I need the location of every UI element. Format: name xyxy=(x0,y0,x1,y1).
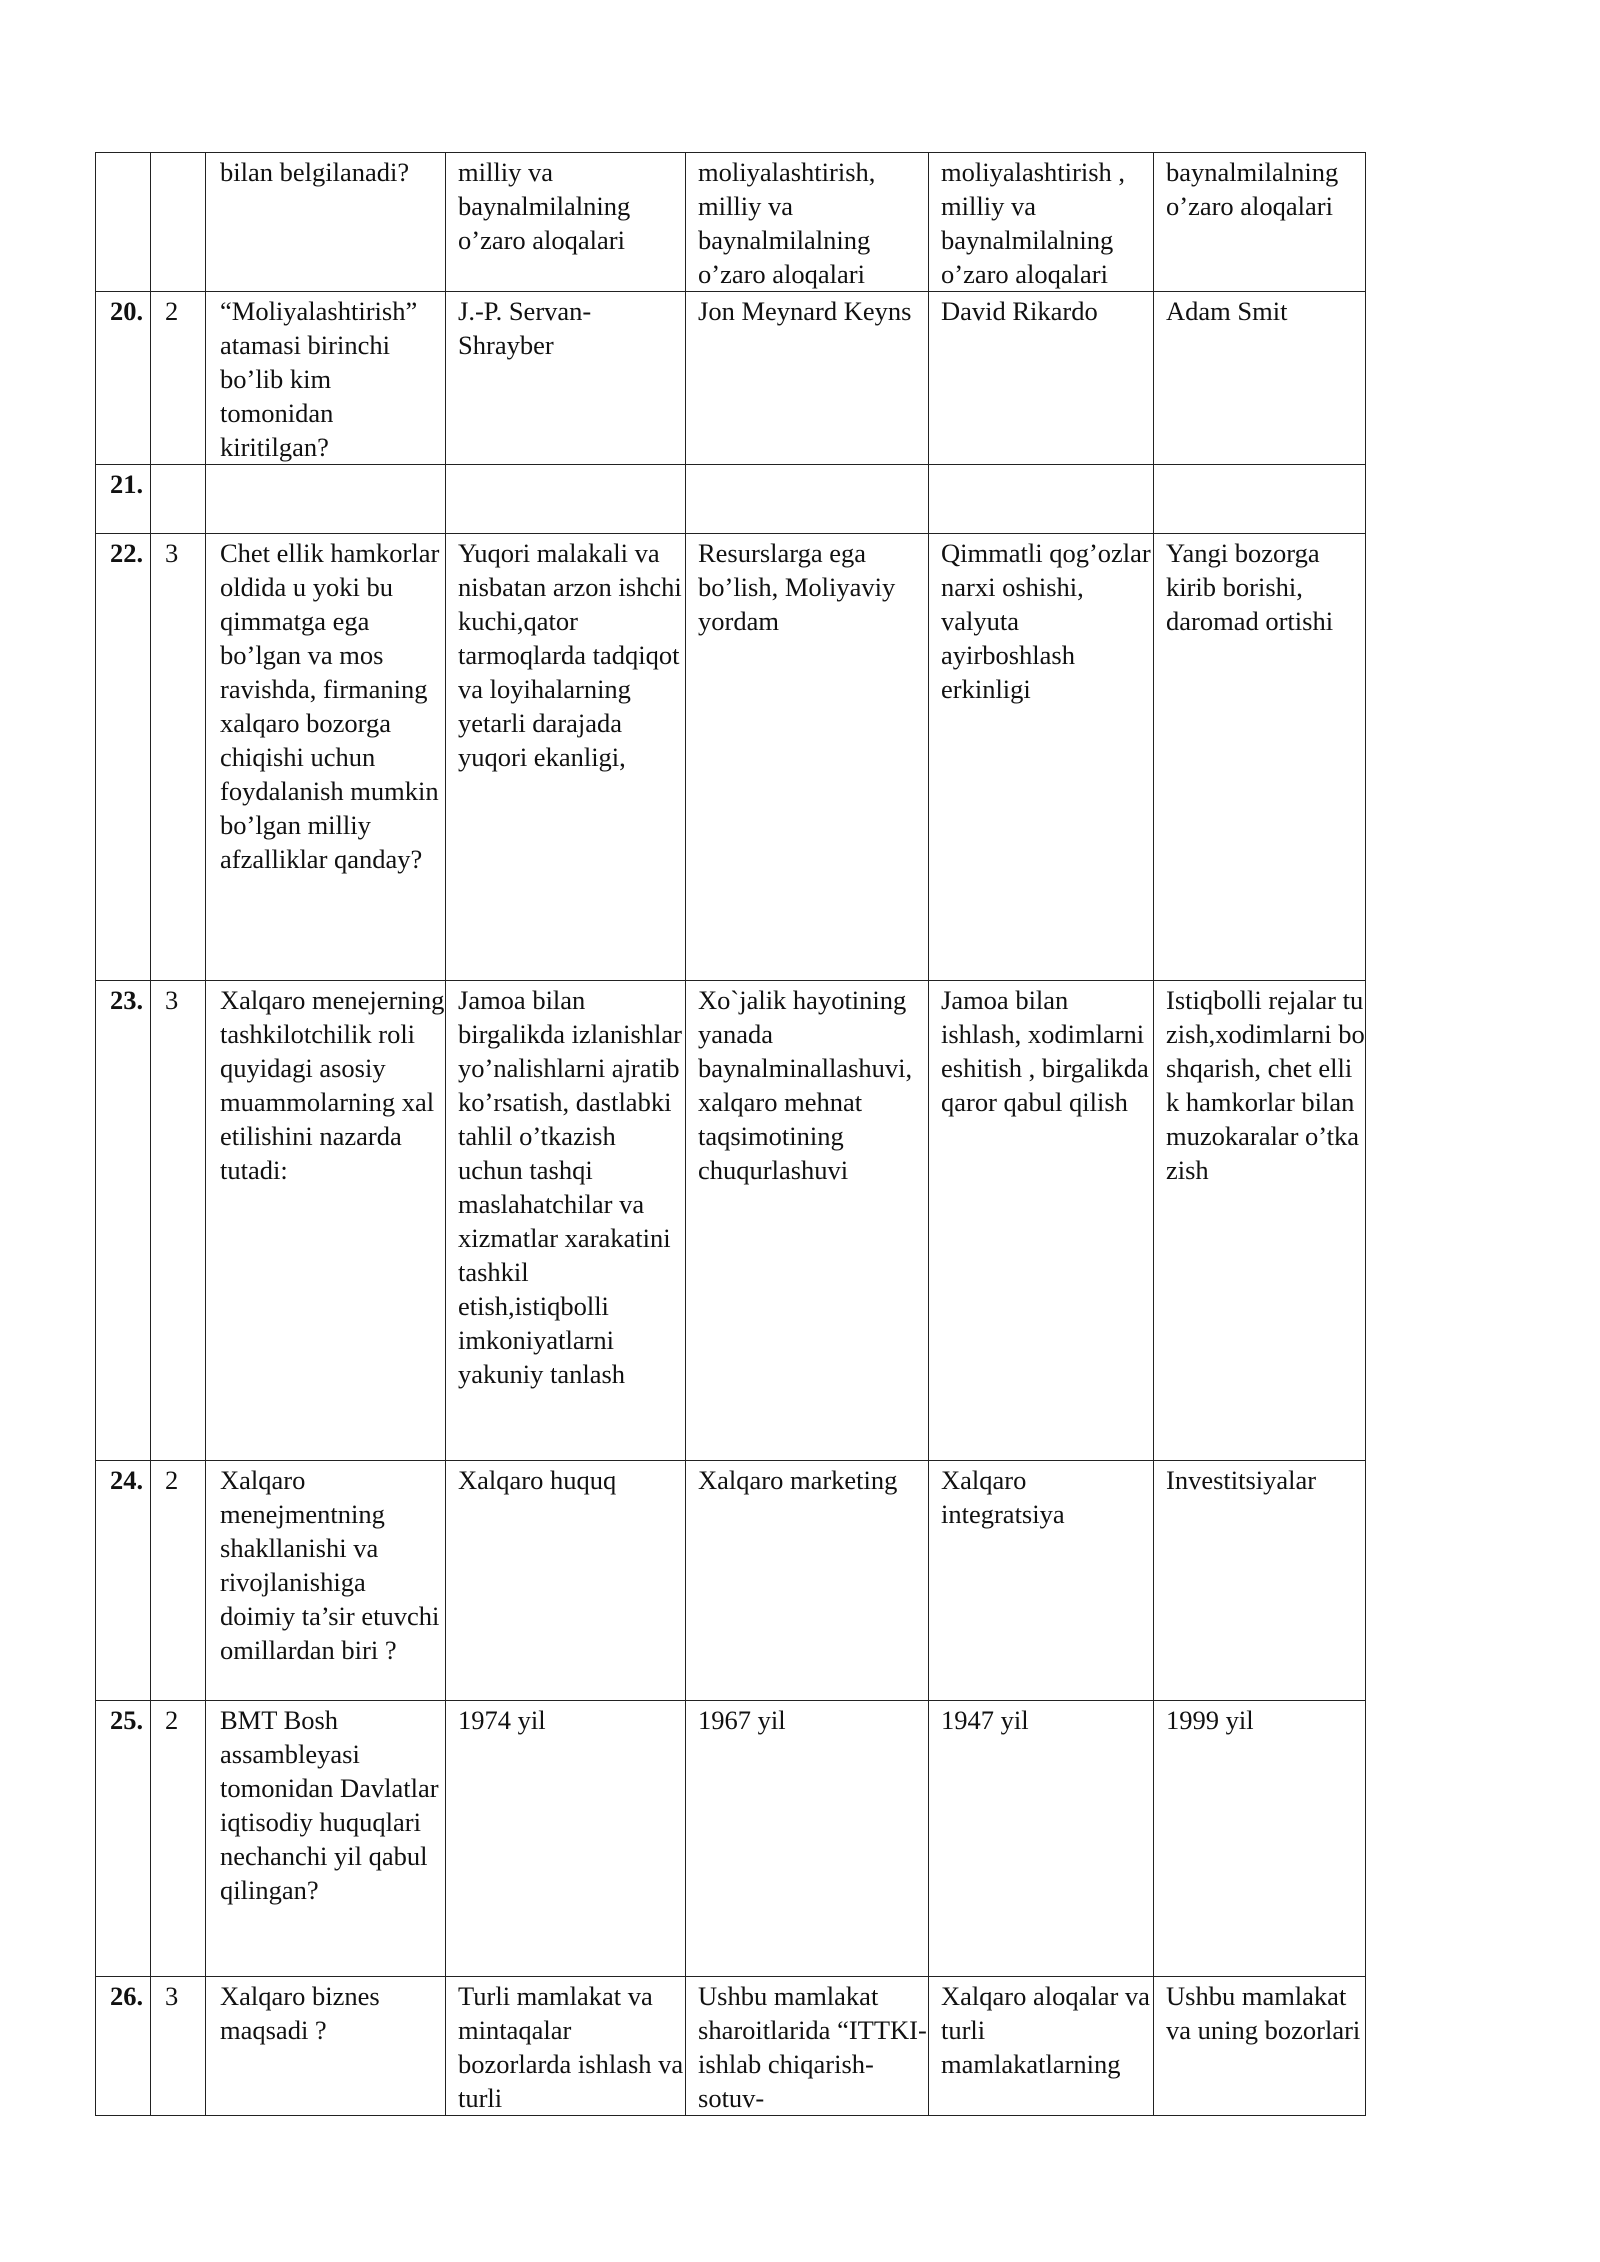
option-a: Yuqori malakali va nisbatan arzon ishchi kuchi,qator tarmoqlarda tadqiqot va loyihalarning yetarli darajada yuqori ekanligi, xyxy=(446,534,686,981)
table-row xyxy=(96,1977,1366,2116)
option-a: milliy va baynalmilalning o’zaro aloqalari xyxy=(446,153,686,292)
row-number: 21. xyxy=(96,465,151,534)
row-points xyxy=(151,465,206,534)
option-d: Ushbu mamlakat va uning bozorlari xyxy=(1154,1977,1366,2116)
question-text: BMT Bosh assambleyasi tomonidan Davlatlar iqtisodiy huquqlari nechanchi yil qabul qilingan? xyxy=(206,1701,446,1977)
row-number: 26. xyxy=(96,1977,151,2116)
table-row xyxy=(96,1461,1366,1701)
row-number: 20. xyxy=(96,292,151,465)
option-c: Xalqaro aloqalar va turli mamlakatlarning xyxy=(929,1977,1154,2116)
question-text xyxy=(206,465,446,534)
option-a: J.-P. Servan-Shrayber xyxy=(446,292,686,465)
question-text: Xalqaro menejerning tashkilotchilik roli quyidagi asosiy muammolarning xal etilishini nazarda tutadi: xyxy=(206,981,446,1461)
option-b: Jon Meynard Keyns xyxy=(686,292,929,465)
table-row xyxy=(96,981,1366,1461)
option-d: baynalmilalning o’zaro aloqalari xyxy=(1154,153,1366,292)
row-points xyxy=(151,153,206,292)
option-a: Xalqaro huquq xyxy=(446,1461,686,1701)
option-a: Turli mamlakat va mintaqalar bozorlarda ishlash va turli xyxy=(446,1977,686,2116)
option-c: 1947 yil xyxy=(929,1701,1154,1977)
table-row xyxy=(96,292,1366,465)
option-c: Xalqaro integratsiya xyxy=(929,1461,1154,1701)
option-a: 1974 yil xyxy=(446,1701,686,1977)
option-c: David Rikardo xyxy=(929,292,1154,465)
option-d: Investitsiyalar xyxy=(1154,1461,1366,1701)
option-d: Yangi bozorga kirib borishi, daromad ortishi xyxy=(1154,534,1366,981)
option-d: Istiqbolli rejalar tuzish,xodimlarni boshqarish, chet ellik hamkorlar bilan muzokaralar o’tkazish xyxy=(1154,981,1366,1461)
option-b: Ushbu mamlakat sharoitlarida “ITTKI-ishlab chiqarish-sotuv- xyxy=(686,1977,929,2116)
option-b: Resurslarga ega bo’lish, Moliyaviy yordam xyxy=(686,534,929,981)
option-b: Xo`jalik hayotining yanada baynalminallashuvi, xalqaro mehnat taqsimotining chuqurlashuvi xyxy=(686,981,929,1461)
row-points: 2 xyxy=(151,1701,206,1977)
row-points: 3 xyxy=(151,1977,206,2116)
row-points: 3 xyxy=(151,534,206,981)
option-c: Qimmatli qog’ozlar narxi oshishi, valyuta ayirboshlash erkinligi xyxy=(929,534,1154,981)
table-row xyxy=(96,153,1366,292)
table-row xyxy=(96,534,1366,981)
quiz-table xyxy=(95,152,1366,2116)
question-text: Xalqaro menejmentning shakllanishi va rivojlanishiga doimiy ta’sir etuvchi omillardan biri ? xyxy=(206,1461,446,1701)
option-b: 1967 yil xyxy=(686,1701,929,1977)
option-d: Adam Smit xyxy=(1154,292,1366,465)
option-c: moliyalashtirish , milliy va baynalmilalning o’zaro aloqalari xyxy=(929,153,1154,292)
row-number: 22. xyxy=(96,534,151,981)
option-d xyxy=(1154,465,1366,534)
row-points: 2 xyxy=(151,292,206,465)
row-points: 2 xyxy=(151,1461,206,1701)
row-points: 3 xyxy=(151,981,206,1461)
option-a xyxy=(446,465,686,534)
option-b xyxy=(686,465,929,534)
option-d: 1999 yil xyxy=(1154,1701,1366,1977)
row-number: 23. xyxy=(96,981,151,1461)
option-b: Xalqaro marketing xyxy=(686,1461,929,1701)
option-a: Jamoa bilan birgalikda izlanishlar yo’nalishlarni ajratib ko’rsatish, dastlabki tahlil o’tkazish uchun tashqi maslahatchilar va xizmatlar xarakatini tashkil etish,istiqbolli imkoniyatlarni yakuniy tanlash xyxy=(446,981,686,1461)
option-c xyxy=(929,465,1154,534)
table-row xyxy=(96,1701,1366,1977)
question-text: Xalqaro biznes maqsadi ? xyxy=(206,1977,446,2116)
question-text: bilan belgilanadi? xyxy=(206,153,446,292)
question-text: “Moliyalashtirish” atamasi birinchi bo’lib kim tomonidan kiritilgan? xyxy=(206,292,446,465)
row-number: 24. xyxy=(96,1461,151,1701)
question-text: Chet ellik hamkorlar oldida u yoki bu qimmatga ega bo’lgan va mos ravishda, firmaning xalqaro bozorga chiqishi uchun foydalanish mumkin bo’lgan milliy afzalliklar qanday? xyxy=(206,534,446,981)
row-number xyxy=(96,153,151,292)
option-b: moliyalashtirish, milliy va baynalmilalning o’zaro aloqalari xyxy=(686,153,929,292)
row-number: 25. xyxy=(96,1701,151,1977)
option-c: Jamoa bilan ishlash, xodimlarni eshitish , birgalikda qaror qabul qilish xyxy=(929,981,1154,1461)
table-row xyxy=(96,465,1366,534)
